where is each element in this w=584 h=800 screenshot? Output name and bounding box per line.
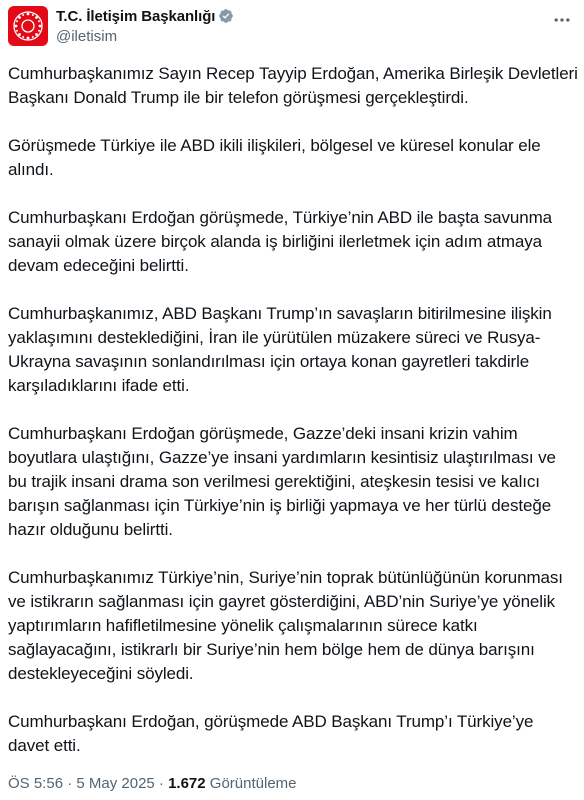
tweet-text <box>8 62 578 782</box>
account-names <box>56 6 234 45</box>
tweet-paragraph: Cumhurbaşkanımız Türkiye’nin, Suriye’nin toprak bütünlüğünün korunması ve istikrarın sağlanması için gayret gösterdiğini, ABD’nin Suriye’ye yönelik yaptırımların hafifletilmesine yönelik çalışmalarının sürece katkı sağlayacağını, istikrarlı bir Suriye’nin hem bölge hem de dünya barışını destekleyeceğini söyledi. <box>8 568 563 683</box>
avatar[interactable] <box>8 6 48 46</box>
tweet-paragraph: Görüşmede Türkiye ile ABD ikili ilişkileri, bölgesel ve küresel konular ele alındı. <box>8 136 541 179</box>
views-count: 1.672 <box>168 775 206 792</box>
timestamp[interactable]: ÖS 5:56 · 5 May 2025 · <box>8 775 169 792</box>
name-row <box>56 6 234 26</box>
more-options-icon[interactable] <box>550 8 574 32</box>
tweet-paragraph: Cumhurbaşkanımız, ABD Başkanı Trump’ın savaşların bitirilmesine ilişkin yaklaşımını desteklediğini, İran ile yürütülen müzakere süreci ve Rusya-Ukrayna savaşının sonlandırılması için ortaya konan gayretleri takdirle karşıladıklarını ifade etti. <box>8 304 552 395</box>
account-handle[interactable]: @iletisim <box>56 28 118 45</box>
views-label: Görüntüleme <box>205 775 297 792</box>
crest-logo-icon <box>11 9 45 43</box>
display-name[interactable]: T.C. İletişim Başkanlığı <box>56 7 216 25</box>
tweet-paragraph: Cumhurbaşkanı Erdoğan görüşmede, Türkiye’nin ABD ile başta savunma sanayii olmak üzere birçok alanda iş birliğini ilerletmek için adım atmaya devam edeceğini belirtti. <box>8 208 552 275</box>
tweet-paragraph: Cumhurbaşkanı Erdoğan görüşmede, Gazze’deki insani krizin vahim boyutlara ulaştığını, Gazze’ye insani yardımların kesintisiz ulaştırılması ve bu trajik insani drama son verilmesi gerektiğini, ateşkesin tesisi ve kalıcı barışın sağlanması için Türkiye’nin iş birliği yapmaya ve her türlü desteğe hazır olduğunu belirtti. <box>8 424 556 539</box>
tweet-header <box>8 6 576 52</box>
verified-badge-icon[interactable] <box>218 8 234 24</box>
tweet-paragraph: Cumhurbaşkanı Erdoğan, görüşmede ABD Başkanı Trump’ı Türkiye’ye davet etti. <box>8 712 534 755</box>
tweet-meta <box>8 775 297 792</box>
tweet-paragraph: Cumhurbaşkanımız Sayın Recep Tayyip Erdoğan, Amerika Birleşik Devletleri Başkanı Donald Trump ile bir telefon görüşmesi gerçekleştirdi. <box>8 64 578 107</box>
